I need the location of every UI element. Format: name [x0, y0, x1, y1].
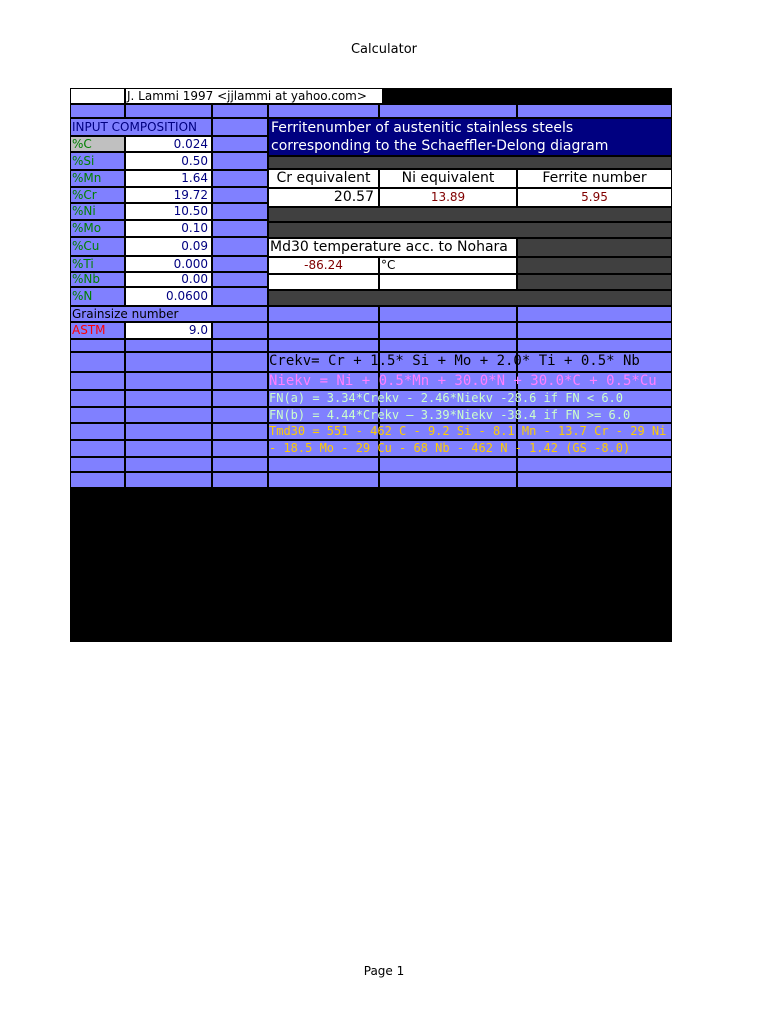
- cell-band[interactable]: [268, 322, 379, 339]
- grid-cell[interactable]: [70, 339, 125, 352]
- composition-label: %Cr: [70, 187, 125, 203]
- astm-value[interactable]: 9.0: [125, 322, 212, 339]
- cell-band[interactable]: [379, 306, 517, 322]
- grid-cell[interactable]: [125, 372, 212, 390]
- cell-band[interactable]: [517, 104, 672, 118]
- grid-cell[interactable]: [212, 407, 268, 423]
- composition-value[interactable]: 0.09: [125, 237, 212, 256]
- grid-cell[interactable]: [212, 472, 268, 488]
- cr-equivalent-value[interactable]: 20.57: [268, 188, 379, 207]
- cell-blank[interactable]: [379, 274, 517, 290]
- cell-band[interactable]: [212, 170, 268, 187]
- grid-cell[interactable]: [70, 407, 125, 423]
- grid-cell[interactable]: [125, 352, 212, 372]
- cell-dark: [268, 207, 672, 222]
- cell-band[interactable]: [212, 220, 268, 237]
- grid-cell[interactable]: [268, 472, 379, 488]
- composition-value[interactable]: 19.72: [125, 187, 212, 203]
- title-line-2: corresponding to the Schaeffler-Delong diagram: [271, 138, 609, 154]
- composition-label: %Nb: [70, 272, 125, 287]
- cell-band[interactable]: [212, 272, 268, 287]
- page-footer: Page 1: [363, 964, 405, 978]
- cell-band[interactable]: [212, 136, 268, 152]
- composition-value[interactable]: 0.000: [125, 256, 212, 272]
- grid-cell[interactable]: [379, 457, 517, 472]
- author-credit[interactable]: J. Lammi 1997 <jjlammi at yahoo.com>: [125, 88, 383, 104]
- cell-band[interactable]: [517, 322, 672, 339]
- astm-label: ASTM: [70, 322, 125, 339]
- tmd30-formula-line-2: - 18.5 Mo - 29 Cu - 68 Nb - 462 N - 1.42 (GS -8.0): [269, 441, 631, 455]
- md30-unit: °C: [379, 257, 517, 274]
- cell-dark: [517, 238, 672, 257]
- grid-cell[interactable]: [70, 423, 125, 440]
- cell-dark: [268, 156, 672, 169]
- grid-cell[interactable]: [517, 457, 672, 472]
- composition-label: %Ti: [70, 256, 125, 272]
- composition-value[interactable]: 0.00: [125, 272, 212, 287]
- composition-label: %Si: [70, 152, 125, 170]
- composition-value[interactable]: 10.50: [125, 203, 212, 220]
- grid-cell[interactable]: [125, 423, 212, 440]
- composition-value[interactable]: 0.50: [125, 152, 212, 170]
- grid-cell[interactable]: [125, 390, 212, 407]
- grid-cell[interactable]: [212, 457, 268, 472]
- cell-band[interactable]: [517, 306, 672, 322]
- composition-value[interactable]: 1.64: [125, 170, 212, 187]
- grid-cell[interactable]: [268, 339, 379, 352]
- grid-cell[interactable]: [70, 472, 125, 488]
- composition-label: %Cu: [70, 237, 125, 256]
- composition-value[interactable]: 0.0600: [125, 287, 212, 306]
- grid-cell[interactable]: [125, 440, 212, 457]
- cell-band[interactable]: [212, 187, 268, 203]
- composition-label: %N: [70, 287, 125, 306]
- cell-dark: [268, 222, 672, 238]
- cell-band[interactable]: [268, 306, 379, 322]
- fn-a-formula: FN(a) = 3.34*Crekv - 2.46*Niekv -28.6 if FN < 6.0: [269, 391, 624, 405]
- cell-band[interactable]: [212, 287, 268, 306]
- grid-cell[interactable]: [70, 440, 125, 457]
- title-line-1: Ferritenumber of austenitic stainless steels: [271, 120, 574, 136]
- cell-dark: [268, 290, 672, 306]
- cell-band[interactable]: [212, 322, 268, 339]
- grid-cell[interactable]: [212, 352, 268, 372]
- page-title: Calculator: [350, 42, 417, 57]
- grid-cell[interactable]: [212, 372, 268, 390]
- spreadsheet: [70, 88, 672, 642]
- cell-dark: [517, 274, 672, 290]
- grid-cell[interactable]: [212, 423, 268, 440]
- composition-label: %Mo: [70, 220, 125, 237]
- grid-cell[interactable]: [212, 339, 268, 352]
- tmd30-formula-line-1: Tmd30 = 551 - 462 C - 9.2 Si - 8.1 Mn - 13.7 Cr - 29 Ni: [269, 424, 667, 438]
- cell-band[interactable]: [212, 203, 268, 220]
- grid-cell[interactable]: [125, 407, 212, 423]
- cr-equivalent-header: Cr equivalent: [268, 169, 379, 188]
- composition-value[interactable]: 0.024: [125, 136, 212, 152]
- cell-band[interactable]: [379, 104, 517, 118]
- ferrite-number-header: Ferrite number: [517, 169, 672, 188]
- md30-value[interactable]: -86.24: [268, 257, 379, 274]
- cell-band[interactable]: [212, 237, 268, 256]
- input-composition-heading: INPUT COMPOSITION: [70, 118, 212, 136]
- grid-cell[interactable]: [125, 457, 212, 472]
- composition-label: %C: [70, 136, 125, 152]
- grid-cell[interactable]: [70, 390, 125, 407]
- composition-value[interactable]: 0.10: [125, 220, 212, 237]
- ni-equivalent-header: Ni equivalent: [379, 169, 517, 188]
- grainsize-label: Grainsize number: [70, 306, 268, 322]
- cell-band[interactable]: [212, 152, 268, 170]
- niekv-formula: Niekv = Ni + 0.5*Mn + 30.0*N + 30.0*C + 0.5*Cu: [269, 373, 657, 389]
- grid-cell[interactable]: [70, 352, 125, 372]
- cell-band[interactable]: [212, 118, 268, 136]
- grid-cell[interactable]: [212, 440, 268, 457]
- grid-cell[interactable]: [379, 472, 517, 488]
- cell-blank[interactable]: [70, 88, 125, 104]
- md30-title: Md30 temperature acc. to Nohara: [268, 238, 517, 257]
- cell-band[interactable]: [125, 104, 212, 118]
- grid-cell[interactable]: [212, 390, 268, 407]
- ni-equivalent-value[interactable]: 13.89: [379, 188, 517, 207]
- grid-cell[interactable]: [268, 457, 379, 472]
- grid-cell[interactable]: [125, 472, 212, 488]
- cell-band[interactable]: [379, 322, 517, 339]
- grid-cell[interactable]: [517, 339, 672, 352]
- cell-band[interactable]: [70, 104, 125, 118]
- composition-label: %Mn: [70, 170, 125, 187]
- composition-label: %Ni: [70, 203, 125, 220]
- grid-cell[interactable]: [517, 472, 672, 488]
- cell-blank[interactable]: [268, 274, 379, 290]
- cell-band[interactable]: [212, 104, 268, 118]
- ferrite-number-value[interactable]: 5.95: [517, 188, 672, 207]
- grid-cell[interactable]: [70, 372, 125, 390]
- cell-band[interactable]: [212, 256, 268, 272]
- grid-cell[interactable]: [70, 457, 125, 472]
- cell-black: [383, 88, 672, 104]
- cell-band[interactable]: [268, 104, 379, 118]
- cell-dark: [517, 257, 672, 274]
- title-block: [268, 118, 672, 156]
- fn-b-formula: FN(b) = 4.44*Crekv — 3.39*Niekv -38.4 if FN >= 6.0: [269, 408, 631, 422]
- grid-cell[interactable]: [125, 339, 212, 352]
- grid-cell[interactable]: [379, 339, 517, 352]
- crekv-formula: Crekv= Cr + 1.5* Si + Mo + 2.0* Ti + 0.5* Nb: [269, 353, 640, 369]
